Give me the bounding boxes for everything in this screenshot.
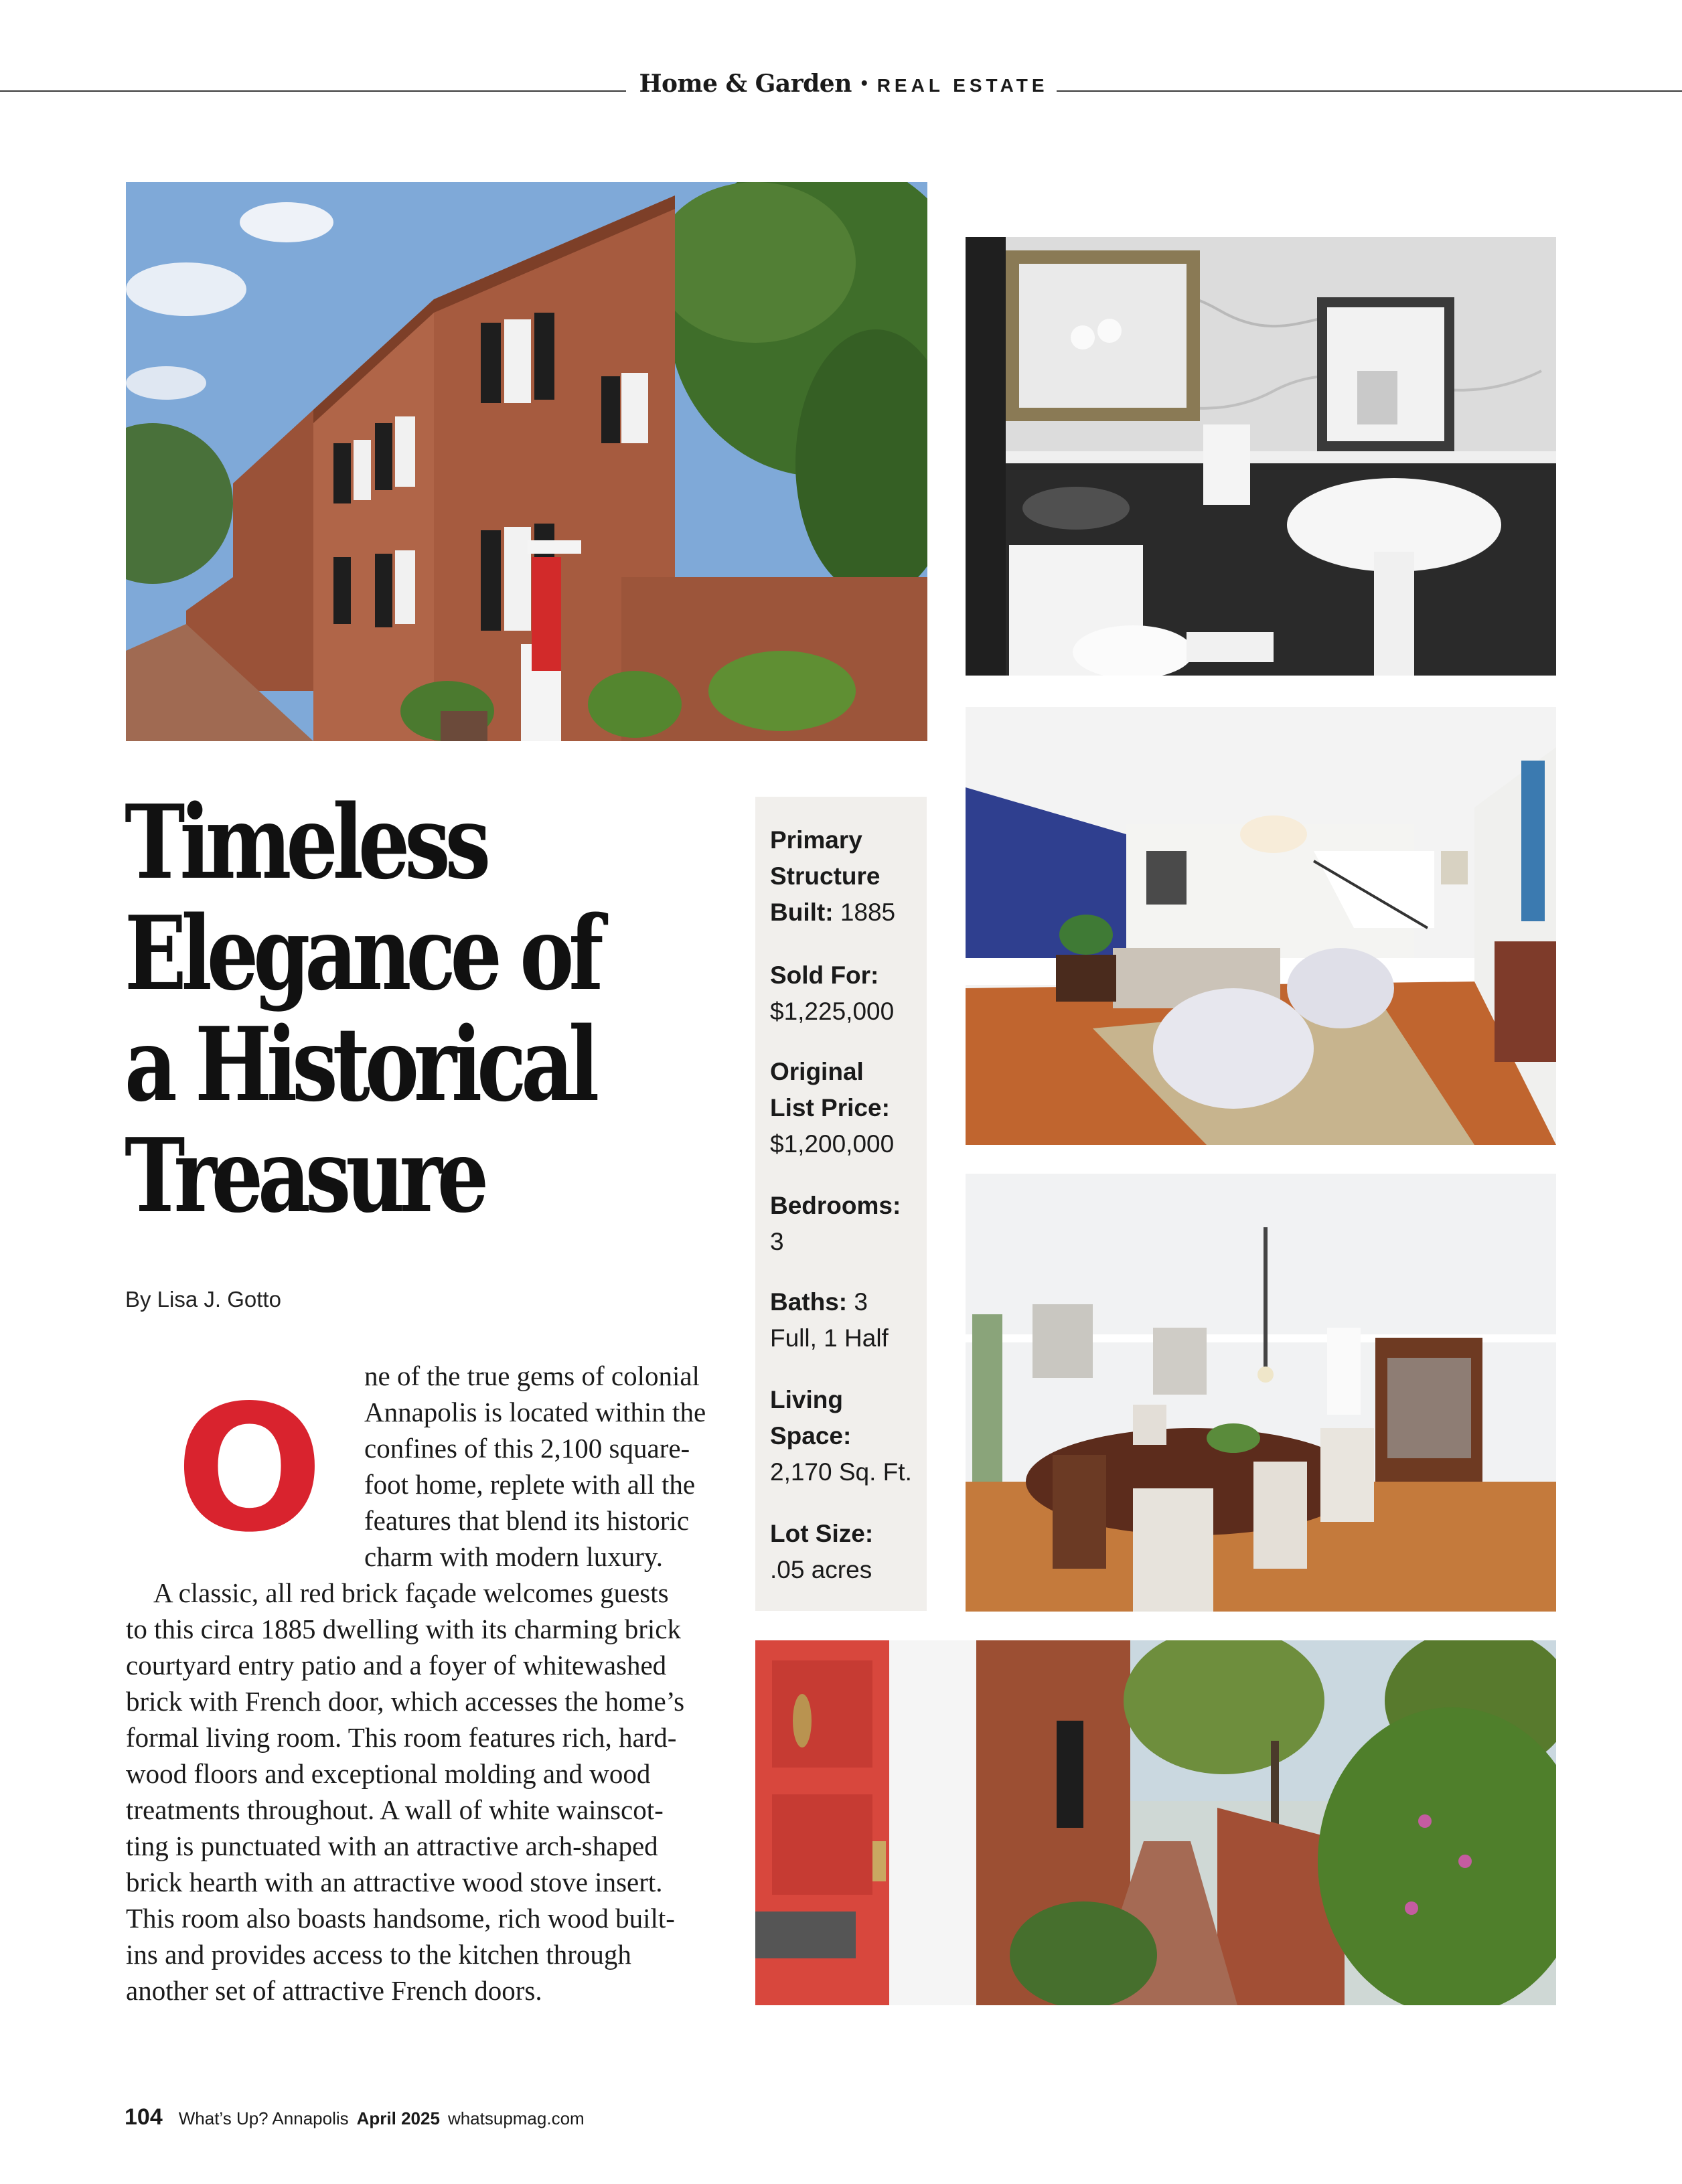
header-rule-left — [0, 90, 626, 92]
fact-list-price — [770, 1054, 931, 1162]
text-line: ting is punctuated with an attractive arch-shaped — [126, 1830, 658, 1861]
page-footer — [125, 2104, 585, 2130]
text-line: This room also boasts handsome, rich wood built- — [126, 1903, 675, 1934]
fact-line — [770, 1284, 931, 1320]
subsection-name: REAL ESTATE — [876, 75, 1049, 96]
fact-lot-size — [770, 1516, 931, 1588]
fact-label: Sold For: — [770, 961, 879, 989]
text-line: formal living room. This room features rich, hard- — [126, 1722, 677, 1753]
fact-value: 1885 — [840, 899, 896, 926]
dining-room-photo — [966, 1174, 1556, 1612]
fact-value: $1,225,000 — [770, 998, 895, 1025]
header-rule-right — [1057, 90, 1682, 92]
fact-label: Original — [770, 1058, 864, 1085]
fact-label: List Price: — [770, 1094, 890, 1121]
fact-label: Primary — [770, 826, 862, 854]
section-header — [629, 70, 1058, 98]
fact-label: Living — [770, 1386, 843, 1413]
publication-name: What’s Up? Annapolis — [178, 2108, 349, 2128]
issue-date: April 2025 — [356, 2108, 440, 2128]
fact-label: Baths: — [770, 1288, 848, 1316]
text-line: A classic, all red brick façade welcomes guests — [126, 1577, 669, 1608]
exterior-photo — [126, 182, 927, 741]
text-line: foot home, replete with all the — [364, 1469, 696, 1500]
body-paragraph — [126, 1575, 722, 2009]
text-line: ins and provides access to the kitchen through — [126, 1939, 631, 1970]
website: whatsupmag.com — [447, 2108, 585, 2128]
fact-sold — [770, 957, 931, 1030]
text-line: ne of the true gems of colonial — [364, 1360, 700, 1391]
header-separator: • — [860, 72, 868, 93]
fact-living-space — [770, 1382, 931, 1490]
headline-line: a Historical — [125, 1004, 595, 1124]
article-headline — [125, 782, 599, 1235]
text-line: confines of this 2,100 square- — [364, 1433, 690, 1464]
text-line: courtyard entry patio and a foyer of whitewashed — [126, 1650, 667, 1681]
fact-label: Structure — [770, 862, 881, 890]
text-line: features that blend its historic — [364, 1505, 690, 1536]
text-line: another set of attractive French doors. — [126, 1975, 542, 2006]
property-facts-box — [755, 797, 927, 1611]
fact-bedrooms — [770, 1188, 931, 1260]
fact-value: Full, 1 Half — [770, 1324, 889, 1352]
fact-value: 3 — [854, 1288, 868, 1316]
fact-value: 2,170 Sq. Ft. — [770, 1458, 912, 1486]
byline: By Lisa J. Gotto — [125, 1287, 281, 1312]
fact-value: .05 acres — [770, 1556, 872, 1583]
alley-photo — [755, 1640, 1556, 2005]
text-line: to this circa 1885 dwelling with its charming brick — [126, 1614, 681, 1644]
text-line: charm with modern luxury. — [364, 1541, 663, 1572]
bathroom-photo — [966, 237, 1556, 676]
fact-value: 3 — [770, 1228, 784, 1255]
text-line: treatments throughout. A wall of white wainscot- — [126, 1794, 664, 1825]
fact-baths — [770, 1284, 931, 1356]
headline-line: Treasure — [125, 1115, 484, 1235]
fact-label: Lot Size: — [770, 1520, 874, 1547]
text-line: Annapolis is located within the — [364, 1397, 706, 1427]
section-name: Home & Garden — [639, 70, 852, 98]
text-line: brick with French door, which accesses the home’s — [126, 1686, 685, 1717]
lead-paragraph — [364, 1358, 719, 1575]
headline-line: Timeless — [125, 782, 486, 902]
living-room-photo — [966, 707, 1556, 1145]
fact-label: Built: — [770, 899, 834, 926]
text-line: wood floors and exceptional molding and wood — [126, 1758, 651, 1789]
page-number: 104 — [125, 2104, 163, 2130]
text-line: brick hearth with an attractive wood stove insert. — [126, 1867, 663, 1897]
fact-label: Bedrooms: — [770, 1192, 901, 1219]
fact-built — [770, 822, 931, 931]
fact-line — [770, 894, 931, 931]
drop-cap: O — [175, 1369, 324, 1571]
fact-value: $1,200,000 — [770, 1130, 895, 1158]
fact-label: Space: — [770, 1422, 852, 1450]
headline-line: Elegance of — [125, 893, 599, 1013]
